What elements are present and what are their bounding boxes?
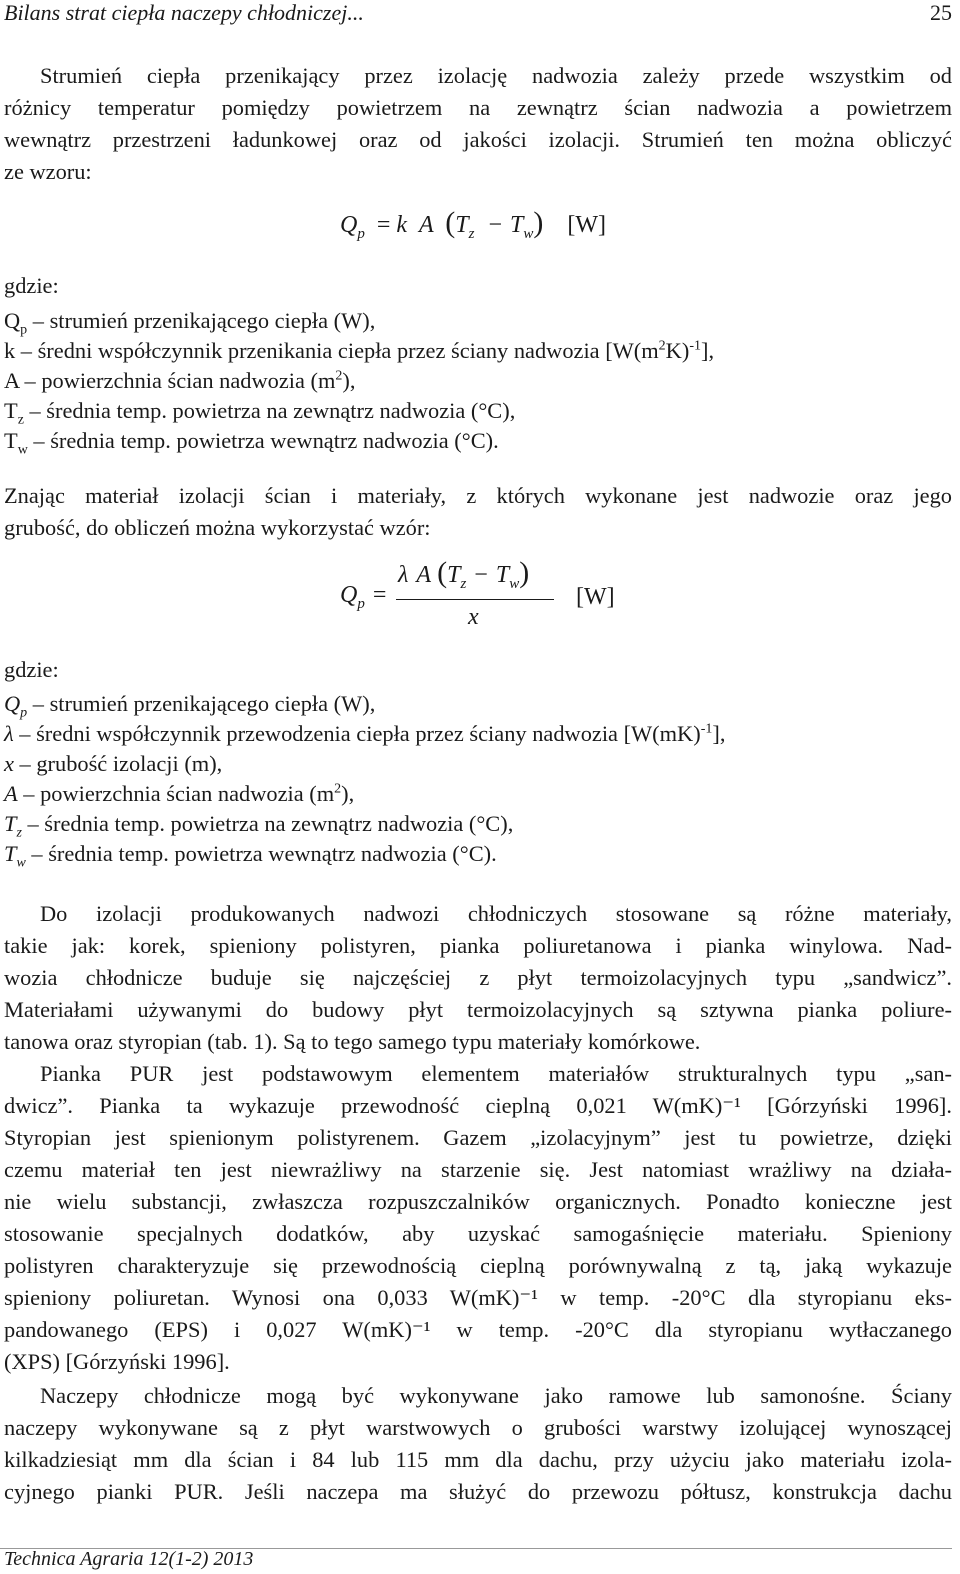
- text-line: Pianka PUR jest podstawowym elementem materiałów strukturalnych typu „san-: [40, 1061, 952, 1086]
- text-line: takie jak: korek, spieniony polistyren, pianka poliuretanowa i pianka winylowa. Nad-: [4, 933, 952, 958]
- page-number: 25: [930, 0, 952, 25]
- text-line: naczepy wykonywane są z płyt warstwowych o grubości warstwy izolującej wynoszącej: [4, 1415, 952, 1440]
- paragraph-trailers: [4, 1380, 952, 1508]
- text-line: Do izolacji produkowanych nadwozi chłodniczych stosowane są różne materiały,: [40, 901, 952, 926]
- text-line: Naczepy chłodnicze mogą być wykonywane jako ramowe lub samonośne. Ściany: [40, 1383, 952, 1408]
- definition-row: λ – średni współczynnik przewodzenia ciepła przez ściany nadwozia [W(mK)$^{-1}$],: [4, 721, 726, 746]
- definition-row: $Q_p$ – strumień przenikającego ciepła (W),: [4, 308, 376, 338]
- paragraph-pur-foam: [4, 1058, 952, 1378]
- text-line: Strumień ciepła przenikający przez izolację nadwozia zależy przede wszystkim od: [40, 63, 952, 88]
- running-title: Bilans strat ciepła naczepy chłodniczej...: [4, 0, 364, 25]
- text-line: polistyren charakteryzuje się przewodnością cieplną porównywalną z tą, jaką wykazuje: [4, 1253, 952, 1278]
- text-line: ze wzoru:: [4, 159, 92, 184]
- definition-list-1: [4, 306, 714, 456]
- text-line: dwicz”. Pianka ta wykazuje przewodność cieplną 0,021 W(mK)⁻¹ [Górzyński 1996].: [4, 1093, 952, 1118]
- running-header: [4, 0, 952, 30]
- fraction-bar: [396, 599, 554, 600]
- definition-row: k – średni współczynnik przenikania ciepła przez ściany nadwozia $[W(m^2K)^{-1}]$,: [4, 338, 715, 363]
- definition-row: $T_w$ – średnia temp. powietrza wewnątrz nadwozia (°C).: [4, 841, 497, 871]
- paragraph-material: [4, 480, 952, 544]
- definition-row: $T_z$ – średnia temp. powietrza na zewnątrz nadwozia (°C),: [4, 398, 516, 428]
- definition-row: A – powierzchnia ścian nadwozia $(m^2)$,: [4, 368, 356, 393]
- text-line: czemu materiał ten jest niewrażliwy na starzenie się. Jest natomiast wrażliwy na działa-: [4, 1157, 952, 1182]
- text-line: spieniony poliuretan. Wynosi ona 0,033 W(mK)⁻¹ w temp. -20°C dla styropianu eks-: [4, 1285, 952, 1310]
- paragraph-insulation-materials: [4, 898, 952, 1058]
- where-label: gdzie:: [4, 657, 59, 682]
- text-line: różnicy temperatur pomiędzy powietrzem na zewnątrz ścian nadwozia a powietrzem: [4, 95, 952, 120]
- definition-list-2: [4, 689, 725, 869]
- text-line: Styropian jest spienionym polistyrenem. Gazem „izolacyjnym” jest tu powietrze, dzięki: [4, 1125, 952, 1150]
- definition-row: $T_w$ – średnia temp. powietrza wewnątrz nadwozia (°C).: [4, 428, 499, 458]
- formula-conduction: $Q_p$ = λ A $(T_z - T_w)$ x [W]: [340, 556, 615, 630]
- formula-heat-flux: $Q_p = k$ A $(T_z - T_w)$ [W]: [340, 206, 607, 242]
- text-line: pandowanego (EPS) i 0,027 W(mK)⁻¹ w temp. -20°C dla styropianu wytłaczanego: [4, 1317, 952, 1342]
- text-line: grubość, do obliczeń można wykorzystać wzór:: [4, 515, 431, 540]
- text-line: tanowa oraz styropian (tab. 1). Są to tego samego typu materiały komórkowe.: [4, 1029, 701, 1054]
- text-line: cyjnego pianki PUR. Jeśli naczepa ma służyć do przewozu półtusz, konstrukcja dachu: [4, 1479, 952, 1504]
- text-line: (XPS) [Górzyński 1996].: [4, 1349, 230, 1374]
- journal-footer: Technica Agraria 12(1-2) 2013: [4, 1548, 254, 1570]
- text-line: nie wielu substancji, zwłaszcza rozpuszczalników organicznych. Ponadto konieczne jest: [4, 1189, 952, 1214]
- text-line: wozia chłodnicze buduje się najczęściej z płyt termoizolacyjnych typu „sandwicz”.: [4, 965, 952, 990]
- definition-row: x – grubość izolacji (m),: [4, 751, 223, 776]
- definition-row: $Q_p$ – strumień przenikającego ciepła (W),: [4, 691, 376, 721]
- text-line: Materiałami używanymi do budowy płyt termoizolacyjnych są sztywna pianka poliure-: [4, 997, 952, 1022]
- definition-row: $T_z$ – średnia temp. powietrza na zewnątrz nadwozia (°C),: [4, 811, 514, 841]
- text-line: kilkadziesiąt mm dla ścian i 84 lub 115 mm dla dachu, przy użyciu jako materiału izola-: [4, 1447, 952, 1472]
- definition-row: A – powierzchnia ścian nadwozia $(m^2)$,: [4, 781, 355, 806]
- where-label: gdzie:: [4, 273, 59, 298]
- paragraph-intro: [4, 60, 952, 188]
- text-line: wewnątrz przestrzeni ładunkowej oraz od jakości izolacji. Strumień ten można obliczyć: [4, 127, 952, 152]
- text-line: Znając materiał izolacji ścian i materiały, z których wykonane jest nadwozie oraz jego: [4, 483, 952, 508]
- text-line: stosowanie specjalnych dodatków, aby uzyskać samogaśnięcie materiału. Spieniony: [4, 1221, 952, 1246]
